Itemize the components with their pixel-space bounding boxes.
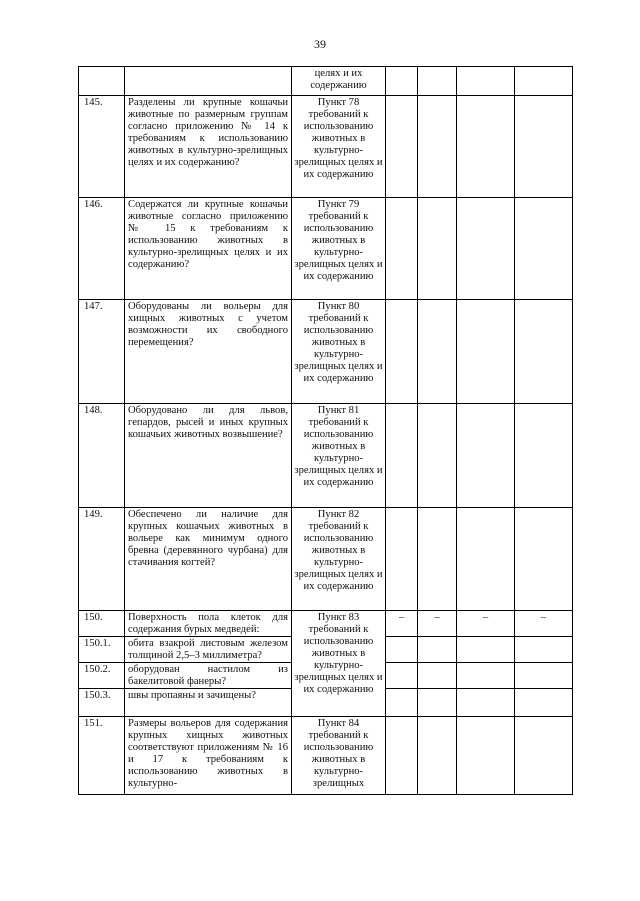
row-number: 150. [79, 611, 125, 637]
reference-cell: Пункт 78 требований к использованию животных в культурно-зрелищных целях и их содержанию [292, 96, 386, 198]
question-cell: Поверхность пола клеток для содержания бурых медведей: [125, 611, 292, 637]
table-row [79, 198, 573, 300]
table-row [79, 508, 573, 611]
question-cell: Размеры вольеров для содержания крупных хищных животных соответствуют приложениям № 16 и 17 к требованиям к использованию животных в культурно- [125, 717, 292, 795]
table-row [79, 67, 573, 96]
table-row [79, 611, 573, 637]
question-cell: Оборудовано ли для львов, гепардов, рысей и иных крупных кошачьих животных возвышение? [125, 404, 292, 508]
row-number: 149. [79, 508, 125, 611]
reference-cell: целях и их содержанию [292, 67, 386, 96]
dash-cell: – [457, 611, 515, 637]
reference-cell: Пункт 83 требований к использованию животных в культурно-зрелищных целях и их содержанию [292, 611, 386, 717]
dash-cell: – [386, 611, 418, 637]
page-number: 39 [314, 37, 326, 51]
question-cell: Обеспечено ли наличие для крупных кошачьих животных в вольере как минимум одного бревна (деревянного чурбана) для стачивания когтей? [125, 508, 292, 611]
question-cell: Оборудованы ли вольеры для хищных животных с учетом возможности их свободного перемещения? [125, 300, 292, 404]
table-row [79, 300, 573, 404]
row-number: 147. [79, 300, 125, 404]
question-cell: Содержатся ли крупные кошачьи животные согласно приложению № 15 к требованиям к использованию животных в культурно-зрелищных целях и их содержанию? [125, 198, 292, 300]
row-number: 151. [79, 717, 125, 795]
table-row [79, 717, 573, 795]
reference-cell: Пункт 82 требований к использованию животных в культурно-зрелищных целях и их содержанию [292, 508, 386, 611]
question-cell: обита взакрой листовым железом толщиной 2,5–3 миллиметра? [125, 637, 292, 663]
row-number: 148. [79, 404, 125, 508]
table-row [79, 404, 573, 508]
reference-cell: Пункт 79 требований к использованию животных в культурно-зрелищных целях и их содержанию [292, 198, 386, 300]
row-number [79, 67, 125, 96]
question-cell [125, 67, 292, 96]
question-cell: оборудован настилом из бакелитовой фанеры? [125, 663, 292, 689]
row-number: 150.3. [79, 689, 125, 717]
row-number: 150.2. [79, 663, 125, 689]
row-number: 146. [79, 198, 125, 300]
row-number: 150.1. [79, 637, 125, 663]
table-row [79, 96, 573, 198]
checklist-table [78, 66, 573, 795]
reference-cell: Пункт 81 требований к использованию животных в культурно-зрелищных целях и их содержанию [292, 404, 386, 508]
reference-cell: Пункт 84 требований к использованию животных в культурно-зрелищных [292, 717, 386, 795]
dash-cell: – [418, 611, 457, 637]
row-number: 145. [79, 96, 125, 198]
question-cell: швы пропаяны и зачищены? [125, 689, 292, 717]
reference-cell: Пункт 80 требований к использованию животных в культурно-зрелищных целях и их содержанию [292, 300, 386, 404]
dash-cell: – [515, 611, 573, 637]
question-cell: Разделены ли крупные кошачьи животные по размерным группам согласно приложению № 14 к требованиям к использованию животных в культурно-зрелищных целях и их содержанию? [125, 96, 292, 198]
